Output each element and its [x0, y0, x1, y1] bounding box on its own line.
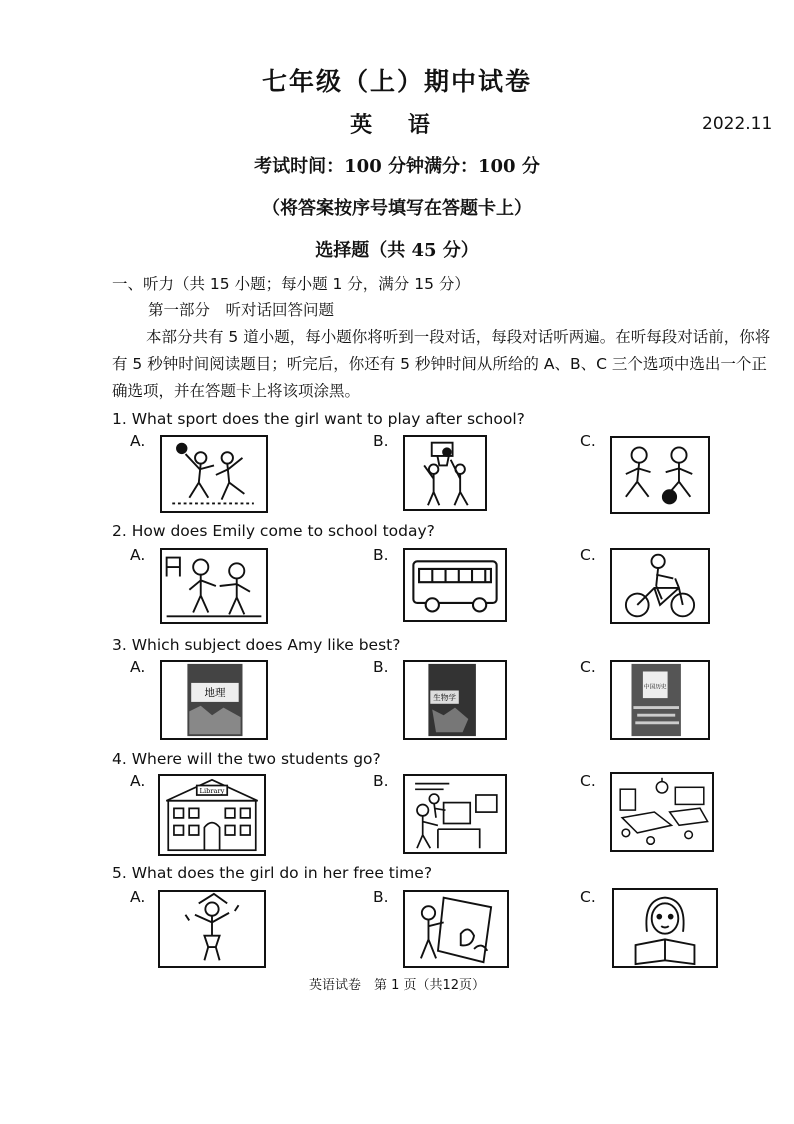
option-label: A. — [130, 888, 146, 906]
question-3: 3. Which subject does Amy like best? — [112, 636, 401, 654]
girl-painting-picture — [403, 890, 509, 968]
library-building-picture — [158, 774, 266, 856]
answer-instruction: （将答案按序号填写在答题卡上） — [262, 198, 532, 219]
subject-title: 英 语 — [350, 112, 444, 138]
girl-on-bike-picture — [610, 548, 710, 624]
geography-book-picture — [160, 660, 268, 740]
page-footer: 英语试卷 第 1 页（共12页） — [308, 978, 486, 993]
option-label: C. — [580, 772, 596, 790]
girl-dancing-picture — [158, 890, 266, 968]
children-walking-picture — [160, 548, 268, 624]
biology-book-picture — [403, 660, 507, 740]
option-label: B. — [373, 432, 389, 450]
question-2: 2. How does Emily come to school today? — [112, 522, 435, 540]
question-4: 4. Where will the two students go? — [112, 750, 381, 768]
option-label: B. — [373, 772, 389, 790]
basketball-players-picture — [403, 435, 487, 511]
soccer-players-picture — [610, 436, 710, 514]
option-label: A. — [130, 546, 146, 564]
exam-date: 2022.11 — [702, 114, 773, 134]
bus-picture — [403, 548, 507, 622]
time-info: 考试时间：100 分钟满分：100 分 — [254, 156, 540, 177]
option-label: A. — [130, 772, 146, 790]
exam-title: 七年级（上）期中试卷 — [261, 67, 532, 96]
part-heading: 一、听力（共 15 小题；每小题 1 分，满分 15 分） — [112, 275, 470, 293]
option-label: B. — [373, 658, 389, 676]
subpart-heading: 第一部分 听对话回答问题 — [148, 301, 335, 319]
book-title: 地理 — [204, 687, 226, 700]
section-title: 选择题（共 45 分） — [315, 240, 479, 261]
option-label: A. — [130, 658, 146, 676]
option-label: B. — [373, 888, 389, 906]
girl-reading-picture — [612, 888, 718, 968]
option-label: C. — [580, 888, 596, 906]
volleyball-players-picture — [160, 435, 268, 513]
instructions-paragraph: 本部分共有 5 道小题，每小题你将听到一段对话，每段对话听两遍。在听每段对话前，你将有 5 秒钟时间阅读题目；听完后，你还有 5 秒钟时间从所给的 A、B、C 三个选项中选出一个正确选项，并在答题卡上将该项涂黑。 — [112, 328, 771, 400]
option-label: B. — [373, 546, 389, 564]
option-label: A. — [130, 432, 146, 450]
option-label: C. — [580, 432, 596, 450]
history-book-picture — [610, 660, 710, 740]
dining-hall-picture — [610, 772, 714, 852]
book-title: 中国历史 — [643, 684, 667, 691]
question-1: 1. What sport does the girl want to play after school? — [112, 410, 525, 428]
library-sign: Library — [199, 787, 225, 796]
computer-room-picture — [403, 774, 507, 854]
question-5: 5. What does the girl do in her free time? — [112, 864, 433, 882]
book-title: 生物学 — [433, 693, 456, 702]
option-label: C. — [580, 658, 596, 676]
option-label: C. — [580, 546, 596, 564]
